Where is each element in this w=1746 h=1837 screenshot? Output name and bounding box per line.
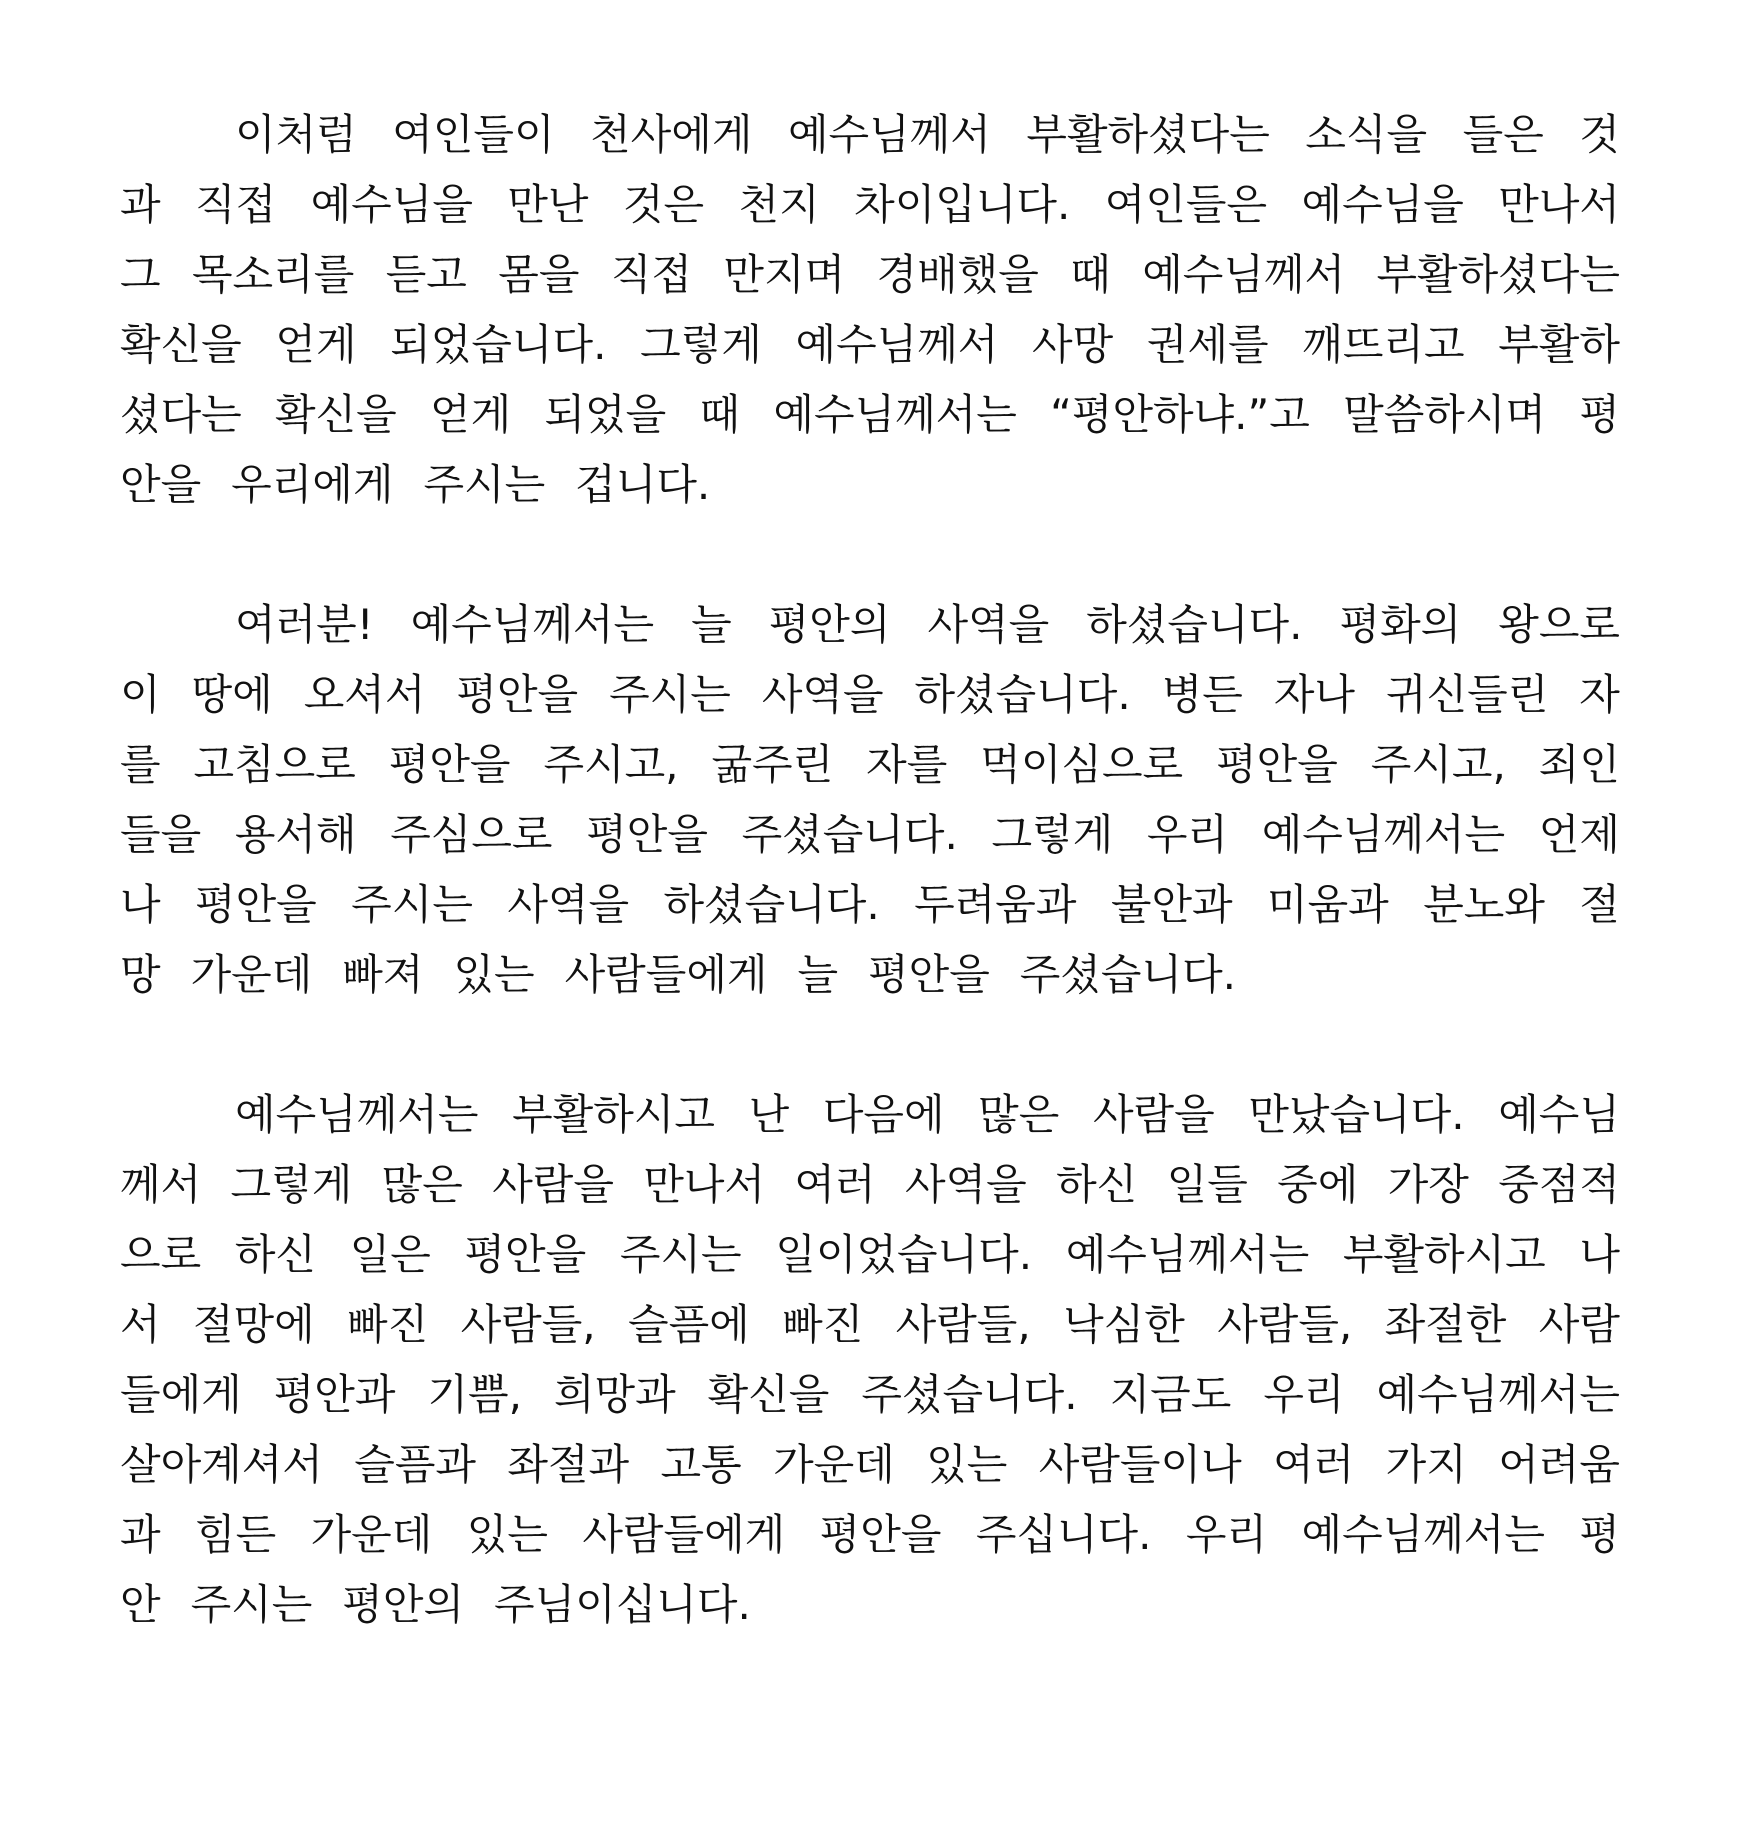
word: 예수님께서는	[1065, 1230, 1310, 1279]
text-line	[120, 940, 1620, 1010]
word: 가지	[1385, 1440, 1467, 1489]
word: 주시고,	[1370, 740, 1506, 789]
word: 나	[1579, 1230, 1620, 1279]
word: 주셨습니다.	[741, 810, 958, 859]
word: 지금도	[1109, 1370, 1232, 1419]
word: 과	[120, 180, 161, 229]
word: 일은	[349, 1230, 431, 1279]
word: 사람들에게	[564, 950, 768, 999]
word: 빠진	[782, 1300, 864, 1349]
word: 들에게	[120, 1370, 242, 1419]
text-line	[120, 1500, 1620, 1570]
text-line	[120, 170, 1620, 240]
word: 소식을	[1305, 110, 1428, 159]
word: 하셨습니다.	[663, 880, 880, 929]
word: 그렇게	[230, 1160, 353, 1209]
word: 망	[120, 950, 161, 999]
word: 불안과	[1110, 880, 1233, 929]
paragraph-2	[120, 590, 1620, 1010]
word: 만났습니다.	[1248, 1090, 1465, 1139]
word: 평안의	[342, 1580, 465, 1629]
word: 두려움과	[914, 880, 1077, 929]
word: 그	[120, 250, 161, 299]
word: 주심으로	[390, 810, 553, 859]
word: 많은	[381, 1160, 463, 1209]
word: 부활하셨다는	[1026, 110, 1270, 159]
text-line	[120, 1150, 1620, 1220]
word: 일들	[1166, 1160, 1248, 1209]
word: 우리에게	[231, 460, 394, 509]
word: 안	[120, 1580, 161, 1629]
word: 권세를	[1146, 320, 1269, 369]
word: 만나서	[643, 1160, 766, 1209]
word: 예수님께서는	[410, 600, 655, 649]
word: 평안을	[464, 1230, 587, 1279]
word: 만나서	[1498, 180, 1620, 229]
word: 빠져	[342, 950, 424, 999]
word: 평안과	[273, 1370, 396, 1419]
word: 평안을	[868, 950, 990, 999]
word: 주시고,	[543, 740, 679, 789]
word: 확신을	[707, 1370, 830, 1419]
word: 예수님께서는	[1261, 810, 1506, 859]
word: 여인들은	[1104, 180, 1268, 229]
word: 늘	[797, 950, 839, 999]
word: 것	[1579, 110, 1620, 159]
word: 들은	[1462, 110, 1544, 159]
word: 가장	[1387, 1160, 1469, 1209]
word: 가운데	[773, 1440, 895, 1489]
word: 낙심한	[1063, 1300, 1185, 1349]
word: 얻게	[275, 320, 357, 369]
word: 귀신들린	[1386, 670, 1549, 719]
word: 사람들,	[1217, 1300, 1353, 1349]
word: 확신을	[275, 390, 397, 439]
word: 주시는	[351, 880, 473, 929]
word: 사람을	[1092, 1090, 1215, 1139]
word: 빠진	[347, 1300, 429, 1349]
text-line	[120, 870, 1620, 940]
word: 언제	[1538, 810, 1620, 859]
word: 말씀하시며	[1343, 390, 1547, 439]
word: 일이었습니다.	[775, 1230, 1033, 1279]
word: 다음에	[822, 1090, 945, 1139]
word: 주셨습니다.	[861, 1370, 1078, 1419]
word: 우리	[1185, 1510, 1268, 1559]
word: 하신	[234, 1230, 316, 1279]
word: 평안을	[586, 810, 708, 859]
word: 부활하셨다는	[1376, 250, 1620, 299]
word: 평	[1579, 1510, 1620, 1559]
word: 그렇게	[640, 320, 762, 369]
word: 부활하시고	[512, 1090, 715, 1139]
word: 여인들이	[392, 110, 555, 159]
word: 평안을	[388, 740, 511, 789]
word: 으로	[120, 1230, 202, 1279]
paragraph-1	[120, 100, 1620, 520]
word: 평안을	[1216, 740, 1338, 789]
word: 죄인	[1538, 740, 1620, 789]
word: 살아계셔서	[120, 1440, 323, 1489]
word: 고침으로	[193, 740, 356, 789]
word: 께서	[120, 1160, 202, 1209]
text-line	[120, 730, 1620, 800]
word: 예수님께서는	[1376, 1370, 1620, 1419]
word: 기쁨,	[427, 1370, 522, 1419]
word: 우리	[1146, 810, 1229, 859]
word: 부활하	[1498, 320, 1620, 369]
word: 얻게	[430, 390, 512, 439]
text-line	[120, 450, 1620, 520]
word: 가운데	[310, 1510, 433, 1559]
word: 슬픔에	[628, 1300, 750, 1349]
word: 확신을	[120, 320, 242, 369]
word: 되었습니다.	[390, 320, 607, 369]
word: 사역을	[507, 880, 630, 929]
word: 예수님께서는	[235, 1090, 479, 1139]
word: 되었을	[544, 390, 667, 439]
word: 사역을	[927, 600, 1050, 649]
word: 예수님께서는	[1301, 1510, 1545, 1559]
word: 주님이십니다.	[494, 1580, 751, 1629]
word: 주십니다.	[975, 1510, 1152, 1559]
word: 여러	[794, 1160, 876, 1209]
word: 좌절한	[1384, 1300, 1507, 1349]
word: 천사에게	[590, 110, 753, 159]
text-line	[120, 310, 1620, 380]
word: 중점적	[1498, 1160, 1620, 1209]
word: 평화의	[1339, 600, 1462, 649]
word: 예수님께서	[787, 110, 991, 159]
word: 용서해	[234, 810, 357, 859]
word: 셨다는	[120, 390, 242, 439]
text-line	[120, 800, 1620, 870]
document-page	[120, 100, 1620, 1710]
word: 많은	[978, 1090, 1060, 1139]
word: 평안을	[195, 880, 317, 929]
word: 하신	[1056, 1160, 1138, 1209]
word: 예수님께서	[795, 320, 999, 369]
word: 때	[699, 390, 741, 439]
word: 슬픔과	[354, 1440, 476, 1489]
word: 자를	[866, 740, 948, 789]
word: 있는	[926, 1440, 1008, 1489]
word: 사망	[1032, 320, 1114, 369]
word: 사람을	[492, 1160, 614, 1209]
text-line	[120, 100, 1620, 170]
word: 천지	[738, 180, 820, 229]
word: 주셨습니다.	[1019, 950, 1236, 999]
text-line	[120, 1430, 1620, 1500]
word: 난	[748, 1090, 790, 1139]
text-line	[120, 1290, 1620, 1360]
word: 예수님께서는	[773, 390, 1017, 439]
word: 목소리를	[191, 250, 355, 299]
word: 예수님	[1498, 1090, 1620, 1139]
word: 나	[120, 880, 161, 929]
paragraph-3	[120, 1080, 1620, 1640]
word: 이	[120, 670, 161, 719]
word: 과	[120, 1510, 161, 1559]
word: 만난	[507, 180, 589, 229]
word: 좌절과	[507, 1440, 630, 1489]
word: 절	[1579, 880, 1620, 929]
word: 평	[1579, 390, 1620, 439]
word: 예수님을	[1301, 180, 1464, 229]
word: 여러	[1273, 1440, 1355, 1489]
word: 있는	[453, 950, 535, 999]
word: 분노와	[1423, 880, 1545, 929]
word: 주시는	[609, 670, 731, 719]
word: 이처럼	[235, 110, 357, 159]
word: 안을	[120, 460, 202, 509]
word: 깨뜨리고	[1302, 320, 1465, 369]
word: 하셨습니다.	[1086, 600, 1303, 649]
word: 미움과	[1267, 880, 1389, 929]
word: 들을	[120, 810, 202, 859]
word: 때	[1070, 250, 1111, 299]
word: 늘	[691, 600, 732, 649]
text-line	[120, 590, 1620, 660]
word: 중에	[1277, 1160, 1359, 1209]
word: 직접	[610, 250, 692, 299]
word: 직접	[195, 180, 277, 229]
word: “평안하냐.”고	[1050, 390, 1310, 439]
word: 만지며	[723, 250, 846, 299]
word: 사람들에게	[582, 1510, 786, 1559]
word: 절망에	[192, 1300, 315, 1349]
word: 주시는	[190, 1580, 313, 1629]
text-line	[120, 660, 1620, 730]
word: 여러분!	[235, 600, 374, 649]
text-line	[120, 1080, 1620, 1150]
text-line	[120, 1220, 1620, 1290]
word: 차이입니다.	[854, 180, 1071, 229]
word: 경배했을	[876, 250, 1039, 299]
word: 어려움	[1498, 1440, 1620, 1489]
word: 사람들,	[460, 1300, 596, 1349]
word: 병든	[1161, 670, 1243, 719]
word: 하셨습니다.	[914, 670, 1131, 719]
word: 자	[1579, 670, 1620, 719]
word: 를	[120, 740, 161, 789]
word: 자나	[1273, 670, 1356, 719]
word: 먹이심으로	[980, 740, 1184, 789]
word: 주시는	[619, 1230, 742, 1279]
text-line	[120, 240, 1620, 310]
word: 예수님께서	[1142, 250, 1346, 299]
word: 평안을	[819, 1510, 942, 1559]
word: 평안의	[768, 600, 891, 649]
word: 고통	[660, 1440, 742, 1489]
word: 사역을	[904, 1160, 1027, 1209]
word: 사람	[1538, 1300, 1620, 1349]
word: 예수님을	[310, 180, 473, 229]
text-line	[120, 1570, 1620, 1640]
word: 몸을	[498, 250, 580, 299]
word: 희망과	[553, 1370, 676, 1419]
word: 사람들,	[895, 1300, 1031, 1349]
word: 것은	[622, 180, 705, 229]
word: 왕으로	[1498, 600, 1620, 649]
word: 부활하시고	[1342, 1230, 1546, 1279]
word: 오셔서	[303, 670, 426, 719]
word: 가운데	[190, 950, 313, 999]
word: 사역을	[761, 670, 884, 719]
word: 우리	[1263, 1370, 1345, 1419]
word: 있는	[466, 1510, 548, 1559]
word: 힘든	[195, 1510, 277, 1559]
word: 평안을	[456, 670, 579, 719]
word: 서	[120, 1300, 161, 1349]
word: 겁니다.	[575, 460, 711, 509]
text-line	[120, 380, 1620, 450]
word: 듣고	[385, 250, 467, 299]
word: 사람들이나	[1038, 1440, 1242, 1489]
word: 주시는	[423, 460, 546, 509]
word: 땅에	[191, 670, 273, 719]
word: 굶주린	[711, 740, 834, 789]
word: 그렇게	[991, 810, 1114, 859]
text-line	[120, 1360, 1620, 1430]
